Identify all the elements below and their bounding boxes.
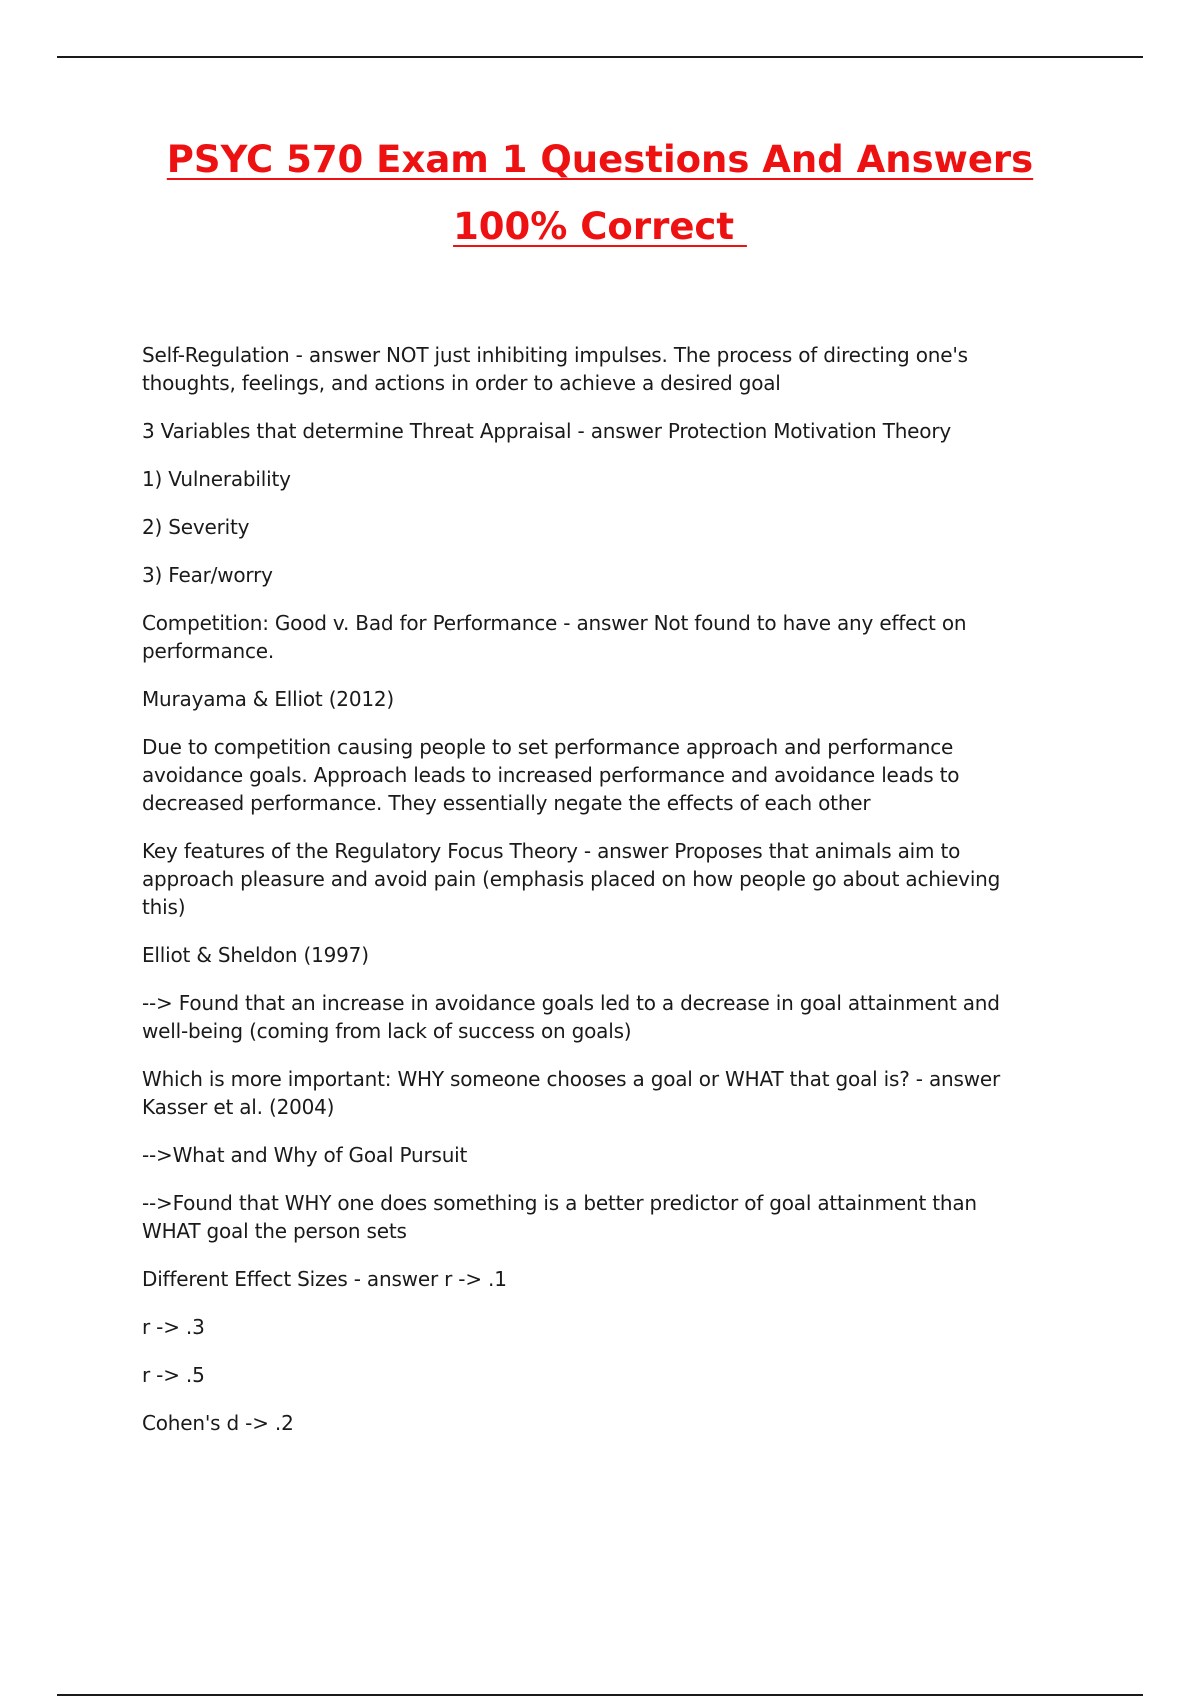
paragraph-competition-explanation: Due to competition causing people to set performance approach and performance avoidance goals. Approach leads to increased performance and avoidance leads to decreased performance. They essentially negate the effects of each other <box>142 735 960 815</box>
paragraph-goal-pursuit: -->What and Why of Goal Pursuit <box>142 1143 468 1167</box>
paragraph-effect-sizes: Different Effect Sizes - answer r -> .1 <box>142 1267 507 1291</box>
citation-murayama-elliot: Murayama & Elliot (2012) <box>142 687 394 711</box>
document-body <box>142 341 1102 1457</box>
paragraph-why-predictor: -->Found that WHY one does something is a better predictor of goal attainment than WHAT goal the person sets <box>142 1191 977 1243</box>
title-line-1: PSYC 570 Exam 1 Questions And Answers <box>166 138 1034 181</box>
list-item-severity: 2) Severity <box>142 515 250 539</box>
list-item-fear-worry: 3) Fear/worry <box>142 563 273 587</box>
paragraph-competition: Competition: Good v. Bad for Performance - answer Not found to have any effect on performance. <box>142 611 967 663</box>
page-bottom-rule <box>57 1694 1143 1696</box>
paragraph-avoidance-goals: --> Found that an increase in avoidance goals led to a decrease in goal attainment and well-being (coming from lack of success on goals) <box>142 991 1000 1043</box>
paragraph-threat-appraisal: 3 Variables that determine Threat Appraisal - answer Protection Motivation Theory <box>142 419 951 443</box>
effect-size-r-05: r -> .5 <box>142 1363 205 1387</box>
title-line-2: 100% Correct <box>453 205 747 248</box>
paragraph-why-vs-what: Which is more important: WHY someone chooses a goal or WHAT that goal is? - answer Kasser et al. (2004) <box>142 1067 1000 1119</box>
paragraph-regulatory-focus: Key features of the Regulatory Focus Theory - answer Proposes that animals aim to approach pleasure and avoid pain (emphasis placed on how people go about achieving this) <box>142 839 1001 919</box>
citation-elliot-sheldon: Elliot & Sheldon (1997) <box>142 943 369 967</box>
list-item-vulnerability: 1) Vulnerability <box>142 467 291 491</box>
paragraph-self-regulation: Self-Regulation - answer NOT just inhibiting impulses. The process of directing one's thoughts, feelings, and actions in order to achieve a desired goal <box>142 343 968 395</box>
effect-size-r-03: r -> .3 <box>142 1315 205 1339</box>
page-top-rule <box>57 56 1143 58</box>
effect-size-cohens-d: Cohen's d -> .2 <box>142 1411 294 1435</box>
document-title <box>0 140 1200 247</box>
